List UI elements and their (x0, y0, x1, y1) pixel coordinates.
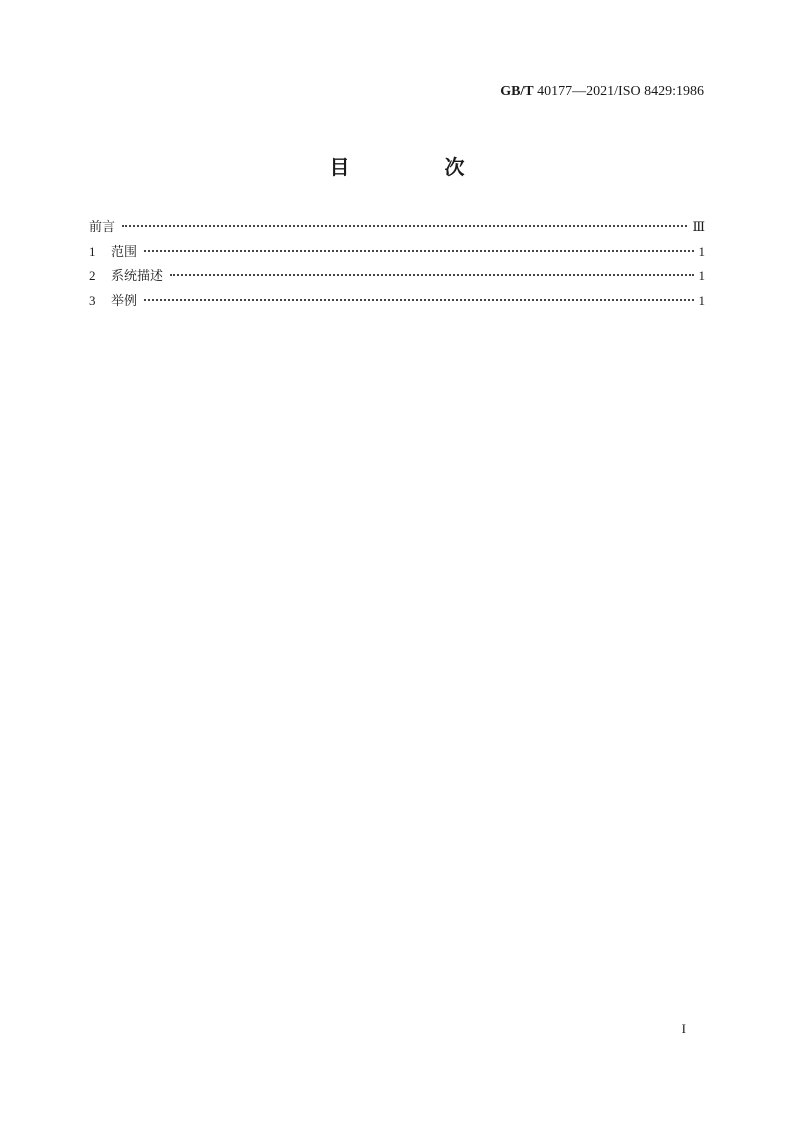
page-number: I (681, 1021, 686, 1036)
toc-entry-label: 举例 (111, 293, 138, 309)
toc-entry-examples[interactable] (89, 290, 705, 315)
toc-entry-number: 1 (89, 243, 96, 259)
toc-entry-number: 3 (89, 292, 96, 308)
page-title: 目 次 (329, 155, 509, 179)
toc-entry-scope[interactable] (89, 241, 705, 266)
toc-entry-label: 系统描述 (111, 269, 164, 284)
toc-entry-foreword[interactable] (89, 216, 705, 241)
toc-leader-dots (170, 274, 693, 276)
toc-entry-system-description[interactable] (89, 265, 705, 290)
toc-leader-dots (144, 299, 693, 301)
standard-number (500, 84, 704, 100)
toc-leader-dots (122, 225, 687, 227)
standard-code: GB/T (500, 84, 534, 99)
toc-entry-page: Ⅲ (692, 219, 705, 234)
standard-number-text: 40177—2021/ISO 8429:1986 (537, 84, 704, 99)
toc-entry-number: 2 (89, 268, 96, 283)
toc-entry-page: 1 (698, 243, 705, 259)
toc-entry-label: 范围 (111, 244, 138, 260)
toc-entry-page: 1 (698, 268, 705, 283)
toc-entry-page: 1 (698, 292, 705, 308)
toc-leader-dots (144, 250, 693, 252)
toc-entry-label: 前言 (89, 220, 116, 235)
table-of-contents (89, 216, 705, 314)
